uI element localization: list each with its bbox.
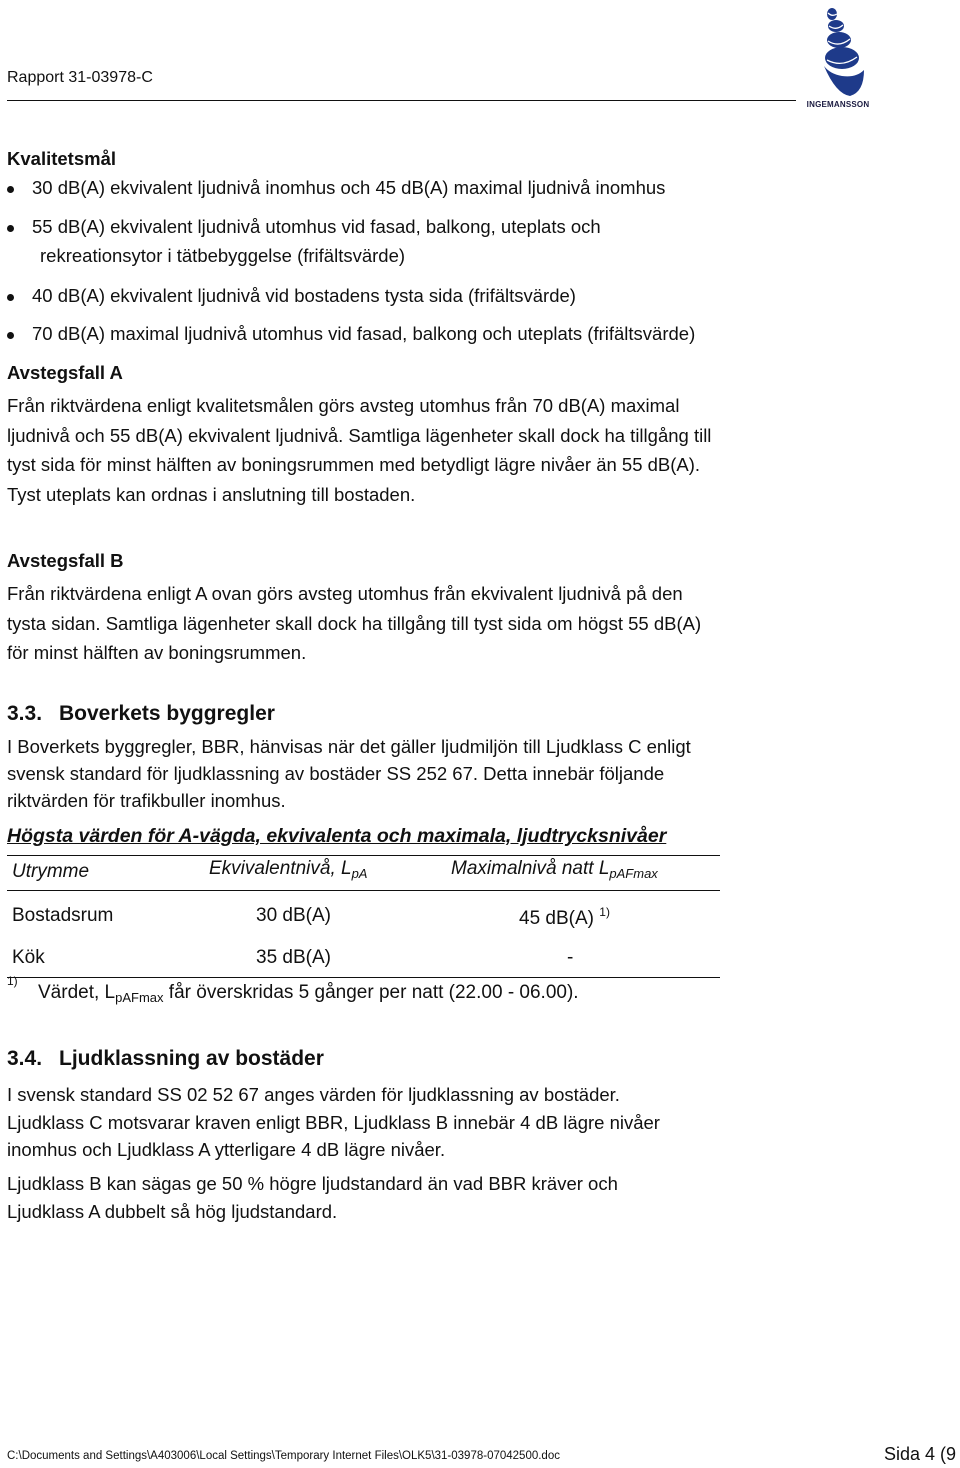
paragraph-line: för minst hälften av boningsrummen. [7,642,307,663]
paragraph-line: I svensk standard SS 02 52 67 anges värden för ljudklassning av bostäder. [7,1084,620,1105]
section-3-4-paragraph-2 [7,1170,807,1225]
table-bottom-rule [7,977,720,978]
bullet-text: 55 dB(A) ekvivalent ljudnivå utomhus vid fasad, balkong, uteplats och [32,216,601,237]
table-cell-room: Kök [12,947,45,968]
paragraph-line: I Boverkets byggregler, BBR, hänvisas när det gäller ljudmiljön till Ljudklass C enligt [7,736,691,757]
paragraph-line: riktvärden för trafikbuller inomhus. [7,790,286,811]
column-header-maximum: Maximalnivå natt $L_{pAFmax}$ [451,858,658,881]
paragraph-line: Från riktvärdena enligt A ovan görs avsteg utomhus från ekvivalent ljudnivå på den [7,583,683,604]
column-header-equivalent: Ekvivalentnivå, $L_{pA}$ [209,858,368,881]
paragraph-line: inomhus och Ljudklass A ytterligare 4 dB lägre nivåer. [7,1139,446,1160]
bullet-dot [7,332,14,339]
table-top-rule [7,855,720,856]
paragraph-line: ljudnivå och 55 dB(A) ekvivalent ljudnivå. Samtliga lägenheter skall dock ha tillgång till [7,424,712,446]
section-number: 3.3. [7,702,43,725]
kvalitetsmal-heading: Kvalitetsmål [7,148,116,169]
paragraph-line: tyst sida för minst hälften av boningsrummen med betydligt lägre nivåer än 55 dB(A). [7,454,701,475]
bullet-dot [7,186,14,193]
table-cell-equivalent: 30 dB(A) [256,905,331,926]
avstegsfall-b-paragraph [7,579,807,668]
paragraph-line: Tyst uteplats kan ordnas i anslutning till bostaden. [7,483,416,505]
table-header-rule [7,890,720,891]
footer-file-path: C:\Documents and Settings\A403006\Local Settings\Temporary Internet Files\OLK5\31-03978-07042500.doc [7,1450,560,1462]
bullet-dot [7,225,14,232]
table-cell-equivalent: 35 dB(A) [256,947,331,968]
paragraph-line: Från riktvärdena enligt kvalitetsmålen görs avsteg utomhus från 70 dB(A) maximal [7,395,680,416]
table-cell-room: Bostadsrum [12,905,114,926]
table-title: Högsta värden för A-vägda, ekvivalenta och maximala, ljudtrycksnivåer [7,825,667,847]
bullet-text: 40 dB(A) ekvivalent ljudnivå vid bostadens tysta sida (frifältsvärde) [32,285,576,306]
company-logo [806,4,870,112]
shell-logo-icon [806,4,870,100]
bullet-dot [7,294,14,301]
header-rule [7,100,796,101]
section-title: Ljudklassning av bostäder [59,1047,324,1070]
footer-page-number: Sida 4 (9 [884,1444,957,1464]
bullet-text: 30 dB(A) ekvivalent ljudnivå inomhus och 45 dB(A) maximal ljudnivå inomhus [32,177,666,198]
logo-wordmark: INGEMANSSON [806,100,870,109]
section-3-4-paragraph-1 [7,1081,807,1164]
section-heading-3-3 [7,702,275,726]
bullet-text: 70 dB(A) maximal ljudnivå utomhus vid fasad, balkong och uteplats (frifältsvärde) [32,323,696,344]
table-cell-maximum: - [567,947,574,968]
footnote-marker: 1) [7,974,18,988]
report-reference: Rapport 31-03978-C [7,69,153,86]
table-footnote: Värdet, $L_{pAFmax}$ får överskridas 5 gånger per natt (22.00 - 06.00). [38,982,579,1005]
avstegsfall-a-heading: Avstegsfall A [7,362,123,383]
paragraph-line: Ljudklass B kan sägas ge 50 % högre ljudstandard än vad BBR kräver och [7,1173,618,1194]
bullet-text: rekreationsytor i tätbebyggelse (frifältsvärde) [40,245,406,266]
paragraph-line: tysta sidan. Samtliga lägenheter skall dock ha tillgång till tyst sida om högst 55 dB(A) [7,612,702,634]
section-3-3-paragraph [7,733,807,814]
column-header-room: Utrymme [12,861,90,882]
paragraph-line: Ljudklass A dubbelt så hög ljudstandard. [7,1200,338,1222]
avstegsfall-a-paragraph [7,391,807,509]
avstegsfall-b-heading: Avstegsfall B [7,550,124,571]
paragraph-line: svensk standard för ljudklassning av bostäder SS 252 67. Detta innebär följande [7,763,665,784]
section-heading-3-4 [7,1047,324,1071]
paragraph-line: Ljudklass C motsvarar kraven enligt BBR, Ljudklass B innebär 4 dB lägre nivåer [7,1111,660,1133]
section-number: 3.4. [7,1047,43,1070]
section-title: Boverkets byggregler [59,702,275,725]
table-cell-maximum: 45 dB(A) $^{1)}$ [519,905,610,929]
